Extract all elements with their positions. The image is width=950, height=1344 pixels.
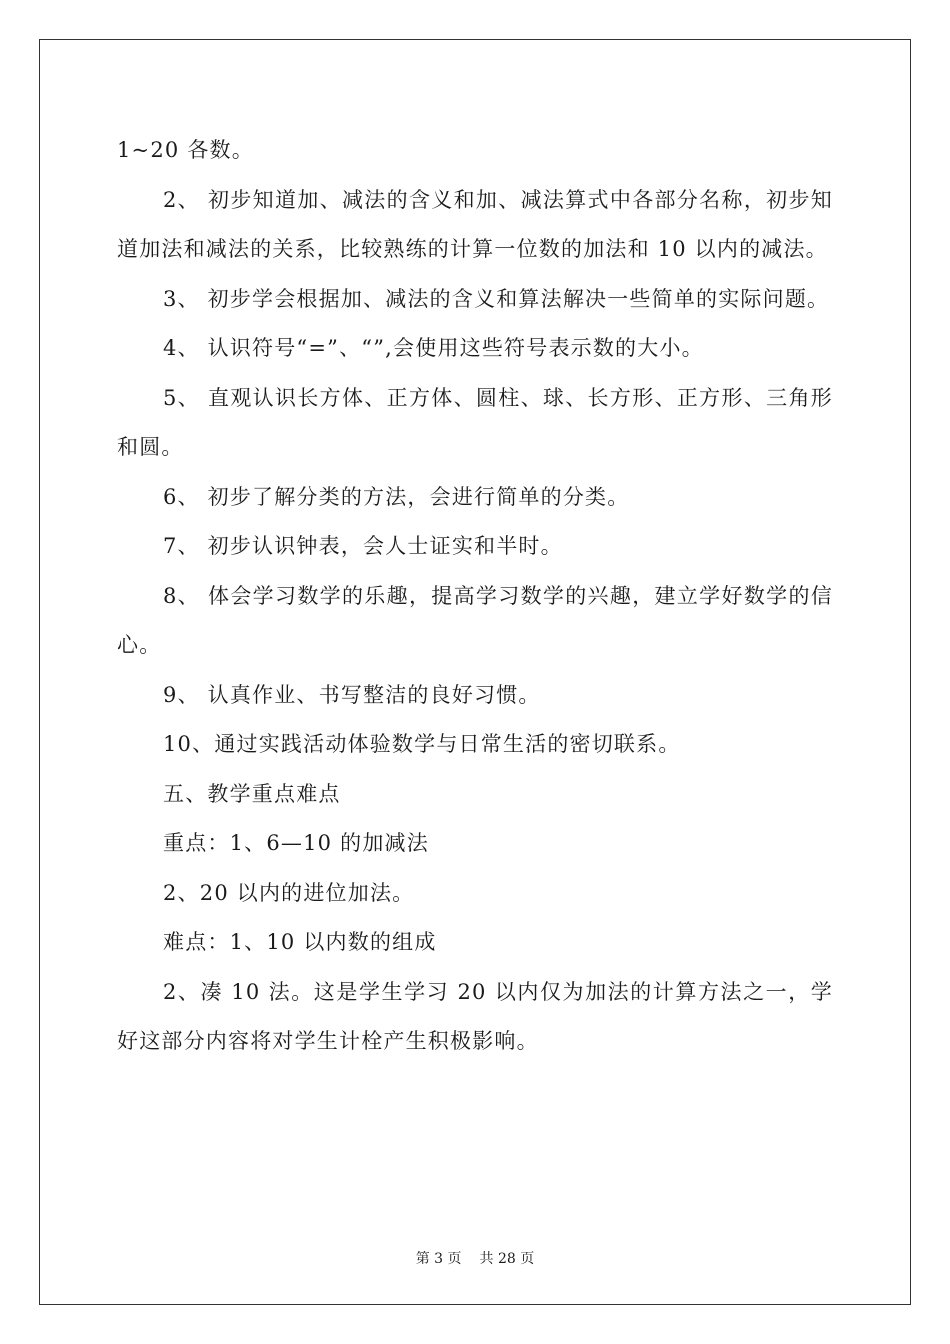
paragraph: 5、 直观认识长方体、正方体、圆柱、球、长方形、正方形、三角形和圆。 (117, 385, 833, 459)
document-body (117, 126, 833, 1067)
paragraph: 4、 认识符号“=”、“”,会使用这些符号表示数的大小。 (163, 336, 704, 360)
paragraph: 7、 初步认识钟表，会人士证实和半时。 (163, 534, 563, 558)
paragraph: 重点：1、6—10 的加减法 (163, 831, 429, 855)
paragraph: 6、 初步了解分类的方法，会进行简单的分类。 (163, 484, 630, 509)
paragraph: 2、 初步知道加、减法的含义和加、减法算式中各部分名称，初步知道加法和减法的关系，比较熟练的计算一位数的加法和 10 以内的减法。 (117, 187, 833, 261)
page-number: 第 3 页 (415, 1251, 462, 1267)
page-total: 共 28 页 (479, 1251, 535, 1267)
paragraph: 2、凑 10 法。这是学生学习 20 以内仅为加法的计算方法之一，学好这部分内容将对学生计栓产生积极影响。 (117, 979, 833, 1053)
paragraph: 难点：1、10 以内数的组成 (163, 930, 437, 954)
paragraph: 10、通过实践活动体验数学与日常生活的密切联系。 (163, 732, 681, 756)
paragraph: 9、 认真作业、书写整洁的良好习惯。 (163, 682, 541, 707)
paragraph: 3、 初步学会根据加、减法的含义和算法解决一些简单的实际问题。 (163, 286, 830, 311)
page-footer (0, 1248, 950, 1268)
paragraph: 8、 体会学习数学的乐趣，提高学习数学的兴趣，建立学好数学的信心。 (117, 583, 833, 657)
paragraph: 2、20 以内的进位加法。 (163, 880, 415, 905)
section-heading: 五、教学重点难点 (163, 781, 341, 806)
paragraph: 1~20 各数。 (117, 138, 254, 162)
